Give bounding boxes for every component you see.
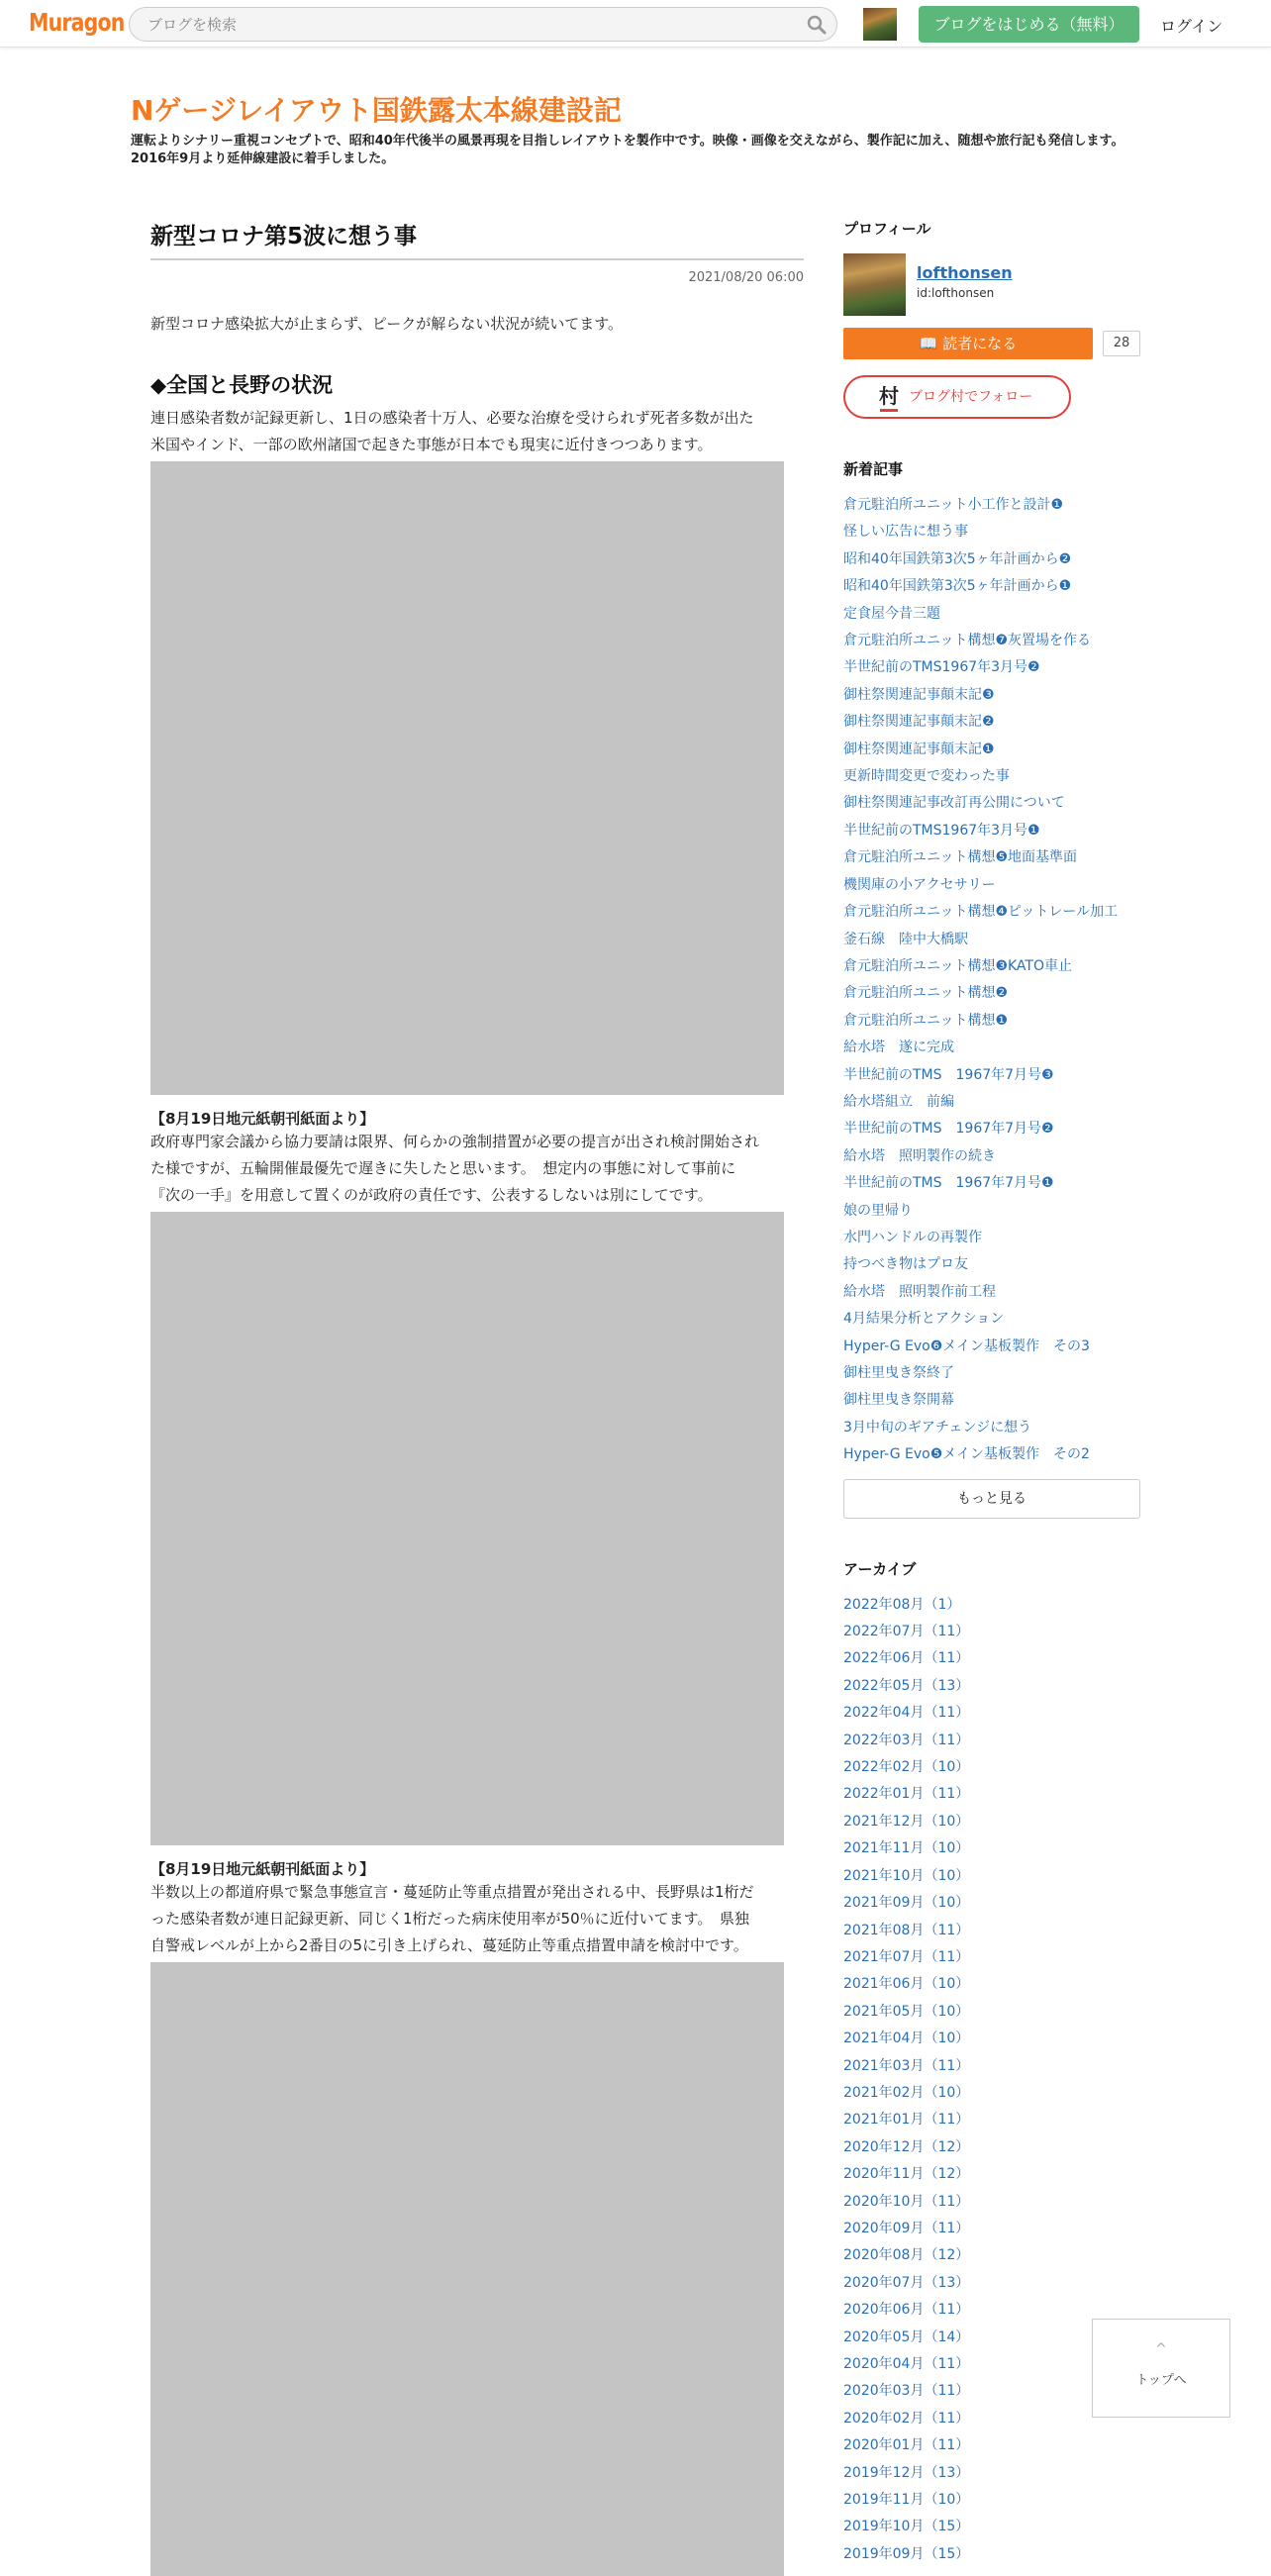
archive-month-link[interactable]: 2021年08月（11）: [843, 1922, 970, 1938]
image-caption: 【8月19日地元紙朝刊紙面より】: [150, 1860, 375, 1878]
blog-title[interactable]: Nゲージレイアウト国鉄露太本線建設記: [131, 94, 622, 127]
archive-month-link[interactable]: 2021年04月（10）: [843, 2031, 970, 2047]
recent-heading: 新着記事: [843, 460, 904, 478]
archive-month-link[interactable]: 2022年01月（11）: [843, 1786, 970, 1803]
back-to-top-label: トップへ: [1135, 2373, 1187, 2388]
recent-article-link[interactable]: 更新時間変更で変わった事: [843, 768, 1010, 785]
article-image[interactable]: [150, 1212, 784, 1845]
archive-month-link[interactable]: 2019年12月（13）: [843, 2464, 970, 2481]
article-lead: 新型コロナ感染拡大が止まらず、ピークが解らない状況が続いてます。: [150, 315, 624, 333]
reader-count-badge: 28: [1103, 331, 1140, 356]
reader-row: [843, 328, 1140, 359]
search-icon[interactable]: [807, 15, 827, 35]
article-date: 2021/08/20 06:00: [688, 270, 804, 285]
section-heading: ◆全国と長野の状況: [150, 373, 334, 397]
archive-month-link[interactable]: 2021年01月（11）: [843, 2112, 970, 2129]
muragon-logo[interactable]: Muragon: [29, 8, 125, 37]
recent-article-link[interactable]: 御柱祭関連記事改訂再公開について: [843, 795, 1065, 812]
archive-month-link[interactable]: 2021年07月（11）: [843, 1948, 970, 1965]
follow-label: ブログ村でフォロー: [909, 389, 1033, 405]
archive-list: [843, 1592, 1140, 2569]
archive-month-link[interactable]: 2022年08月（1）: [843, 1596, 961, 1613]
recent-article-link[interactable]: 半世紀前のTMS 1967年7月号❷: [843, 1121, 1054, 1138]
archive-month-link[interactable]: 2021年06月（10）: [843, 1976, 970, 1993]
recent-article-link[interactable]: 給水塔組立 前編: [843, 1093, 954, 1110]
recent-article-link[interactable]: Hyper-G Evo❻メイン基板製作 その3: [843, 1338, 1090, 1354]
archive-month-link[interactable]: 2020年05月（14）: [843, 2328, 970, 2345]
recent-article-link[interactable]: 御柱祭関連記事顛末記❸: [843, 686, 995, 703]
recent-article-link[interactable]: 娘の里帰り: [843, 1202, 913, 1219]
recent-article-link[interactable]: 半世紀前のTMS 1967年7月号❶: [843, 1175, 1054, 1192]
article-paragraph: [150, 1879, 804, 1959]
recent-article-link[interactable]: 倉元駐泊所ユニット構想❷: [843, 985, 1008, 1002]
blogmura-icon: 村: [879, 384, 899, 408]
recent-article-link[interactable]: 半世紀前のTMS 1967年7月号❸: [843, 1066, 1054, 1083]
profile-id: id:lofthonsen: [917, 286, 995, 300]
sidebar: [843, 218, 1140, 2568]
recent-article-link[interactable]: 定食屋今昔三題: [843, 605, 940, 622]
recent-article-link[interactable]: 半世紀前のTMS1967年3月号❷: [843, 659, 1040, 676]
article: [150, 218, 804, 2576]
recent-article-link[interactable]: 倉元駐泊所ユニット構想❹ピットレール加工: [843, 904, 1119, 921]
recent-article-link[interactable]: 持つべき物はプロ友: [843, 1256, 968, 1273]
archive-month-link[interactable]: 2021年12月（10）: [843, 1813, 970, 1830]
profile-heading: プロフィール: [843, 220, 931, 238]
archive-month-link[interactable]: 2021年10月（10）: [843, 1867, 970, 1884]
search-box: [129, 7, 837, 42]
article-title: 新型コロナ第5波に想う事: [150, 218, 804, 260]
archive-month-link[interactable]: 2022年02月（10）: [843, 1759, 970, 1776]
recent-article-link[interactable]: 御柱里曳き祭開幕: [843, 1392, 954, 1409]
archive-month-link[interactable]: 2022年05月（13）: [843, 1677, 970, 1694]
recent-section: [843, 458, 1140, 1519]
archive-month-link[interactable]: 2022年07月（11）: [843, 1624, 970, 1640]
recent-article-link[interactable]: 御柱祭関連記事顛末記❷: [843, 714, 995, 731]
recent-article-link[interactable]: 昭和40年国鉄第3次5ヶ年計画から❶: [843, 578, 1072, 595]
recent-article-link[interactable]: 倉元駐泊所ユニット構想❶: [843, 1012, 1008, 1029]
archive-month-link[interactable]: 2021年05月（10）: [843, 2003, 970, 2020]
article-image[interactable]: [150, 1962, 784, 2576]
avatar[interactable]: [843, 253, 906, 316]
subscribe-button[interactable]: 📖 読者になる: [843, 328, 1093, 359]
recent-article-link[interactable]: 水門ハンドルの再製作: [843, 1229, 982, 1245]
recent-article-link[interactable]: 4月結果分析とアクション: [843, 1311, 1005, 1328]
archive-month-link[interactable]: 2019年11月（10）: [843, 2492, 970, 2509]
paragraph-line: 『次の一手』を用意して置くのが政府の責任です、公表するしないは別にしてです。: [150, 1186, 713, 1204]
user-thumbnail[interactable]: [863, 8, 897, 41]
archive-month-link[interactable]: 2022年06月（11）: [843, 1650, 970, 1667]
archive-month-link[interactable]: 2021年02月（10）: [843, 2084, 970, 2101]
archive-heading: アーカイブ: [843, 1559, 917, 1578]
recent-article-link[interactable]: 昭和40年国鉄第3次5ヶ年計画から❷: [843, 550, 1072, 567]
paragraph-line: 連日感染者数が記録更新し、1日の感染者十万人、必要な治療を受けられず死者多数が出た: [150, 409, 754, 427]
archive-month-link[interactable]: 2022年04月（11）: [843, 1705, 970, 1722]
archive-month-link[interactable]: 2020年09月（11）: [843, 2220, 970, 2236]
recent-article-link[interactable]: 給水塔 照明製作前工程: [843, 1283, 996, 1300]
archive-month-link[interactable]: 2020年03月（11）: [843, 2383, 970, 2400]
archive-month-link[interactable]: 2020年01月（11）: [843, 2437, 970, 2454]
archive-month-link[interactable]: 2020年11月（12）: [843, 2166, 970, 2183]
archive-month-link[interactable]: 2020年10月（11）: [843, 2193, 970, 2210]
recent-article-link[interactable]: 御柱里曳き祭終了: [843, 1365, 954, 1381]
top-bar: [0, 0, 1271, 48]
archive-month-link[interactable]: 2020年06月（11）: [843, 2302, 970, 2319]
paragraph-line: た様ですが、五輪開催最優先で遅きに失したと思います。 想定内の事態に対して事前に: [150, 1159, 736, 1177]
archive-month-link[interactable]: 2021年11月（10）: [843, 1840, 970, 1857]
archive-month-link[interactable]: 2021年09月（10）: [843, 1895, 970, 1912]
archive-month-link[interactable]: 2019年09月（15）: [843, 2545, 970, 2562]
archive-month-link[interactable]: 2020年02月（11）: [843, 2410, 970, 2427]
profile-name[interactable]: lofthonsen: [917, 263, 1013, 282]
more-button[interactable]: もっと見る: [843, 1479, 1140, 1519]
recent-article-link[interactable]: 給水塔 遂に完成: [843, 1040, 954, 1056]
back-to-top-button[interactable]: [1092, 2319, 1230, 2418]
paragraph-line: 政府専門家会議から協力要請は限界、何らかの強制措置が必要の提言が出され検討開始され: [150, 1133, 760, 1150]
recent-list: [843, 492, 1140, 1469]
search-input[interactable]: [147, 15, 781, 35]
recent-article-link[interactable]: 倉元駐泊所ユニット構想❼灰置場を作る: [843, 633, 1091, 649]
archive-month-link[interactable]: 2020年08月（12）: [843, 2247, 970, 2264]
paragraph-line: 自警戒レベルが上から2番目の5に引き上げられ、蔓延防止等重点措置申請を検討中です。: [150, 1936, 748, 1954]
recent-article-link[interactable]: 御柱祭関連記事顛末記❶: [843, 741, 995, 757]
image-caption: 【8月19日地元紙朝刊紙面より】: [150, 1110, 375, 1128]
archive-month-link[interactable]: 2019年10月（15）: [843, 2519, 970, 2535]
recent-article-link[interactable]: 機関庫の小アクセサリー: [843, 876, 996, 893]
archive-month-link[interactable]: 2020年07月（13）: [843, 2274, 970, 2291]
recent-article-link[interactable]: 倉元駐泊所ユニット構想❺地面基準面: [843, 849, 1077, 866]
article-paragraph: [150, 1129, 804, 1209]
recent-article-link[interactable]: 給水塔 照明製作の続き: [843, 1147, 996, 1164]
article-paragraph: [150, 405, 804, 458]
start-blog-button[interactable]: ブログをはじめる（無料）: [919, 6, 1139, 43]
blog-description: 運転よりシナリー重視コンセプトで、昭和40年代後半の風景再現を目指しレイアウトを製作中です。映像・画像を交えながら、製作記に加え、随想や旅行記も発信します。2016年9月より延伸線建設に着手しました。: [131, 134, 1124, 166]
login-link[interactable]: ログイン: [1160, 17, 1223, 36]
archive-month-link[interactable]: 2020年04月（11）: [843, 2356, 970, 2372]
recent-article-link[interactable]: 倉元駐泊所ユニット小工作と設計❶: [843, 497, 1063, 513]
archive-month-link[interactable]: 2021年03月（11）: [843, 2057, 970, 2074]
paragraph-line: 米国やインド、一部の欧州諸国で起きた事態が日本でも現実に近付きつつあります。: [150, 436, 713, 453]
blogmura-follow-button[interactable]: [843, 375, 1071, 419]
recent-article-link[interactable]: 怪しい広告に想う事: [843, 524, 968, 541]
paragraph-line: った感染者数が連日記録更新、同じく1桁だった病床使用率が50％に近付いてます。 県独: [150, 1910, 749, 1928]
recent-article-link[interactable]: 半世紀前のTMS1967年3月号❶: [843, 822, 1040, 839]
chevron-up-icon: ^: [1155, 2341, 1167, 2357]
article-image[interactable]: [150, 461, 784, 1095]
recent-article-link[interactable]: 3月中旬のギアチェンジに想う: [843, 1419, 1032, 1436]
paragraph-line: 半数以上の都道府県で緊急事態宣言・蔓延防止等重点措置が発出される中、長野県は1桁だ: [150, 1883, 754, 1901]
archive-month-link[interactable]: 2020年12月（12）: [843, 2138, 970, 2155]
recent-article-link[interactable]: Hyper-G Evo❺メイン基板製作 その2: [843, 1446, 1090, 1463]
profile-card: [843, 253, 1140, 317]
archive-month-link[interactable]: 2022年03月（11）: [843, 1732, 970, 1748]
recent-article-link[interactable]: 倉元駐泊所ユニット構想❸KATO車止: [843, 957, 1072, 974]
recent-article-link[interactable]: 釜石線 陸中大橋駅: [843, 931, 968, 947]
